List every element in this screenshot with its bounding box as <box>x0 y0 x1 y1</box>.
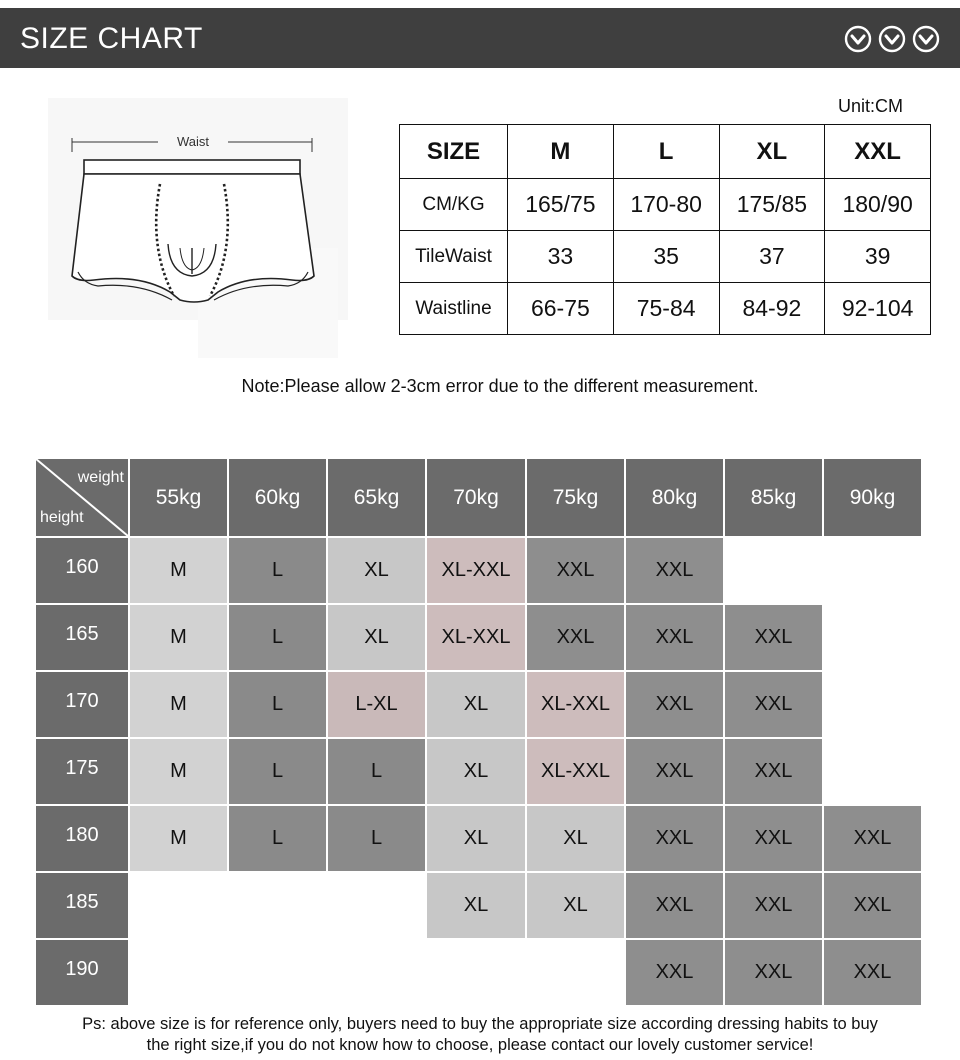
size-cell: XL <box>427 873 525 938</box>
size-cell <box>130 873 227 938</box>
size-cell: XL <box>427 739 525 804</box>
size-cell: XXL <box>824 806 921 871</box>
header-l: L <box>613 125 719 179</box>
weight-column-header: 75kg <box>527 459 624 536</box>
size-spec-table <box>399 124 931 335</box>
size-cell: M <box>130 739 227 804</box>
size-cell: XL-XXL <box>427 538 525 603</box>
chevron-down-circle-icon <box>844 25 872 53</box>
size-cell: L <box>328 739 425 804</box>
size-cell: XL <box>328 538 425 603</box>
size-cell: L <box>229 672 326 737</box>
weight-column-header: 90kg <box>824 459 921 536</box>
size-cell: XXL <box>725 605 822 670</box>
height-row-header: 170 <box>36 672 128 737</box>
size-cell: XXL <box>725 940 822 1005</box>
size-cell: L <box>229 538 326 603</box>
waist-label: Waist <box>176 134 210 149</box>
header-size: SIZE <box>400 125 508 179</box>
row-label: Waistline <box>400 283 508 335</box>
table-cell: 180/90 <box>825 179 931 231</box>
size-cell: L <box>229 605 326 670</box>
table-cell: 39 <box>825 231 931 283</box>
size-cell: M <box>130 605 227 670</box>
size-cell: XXL <box>527 605 624 670</box>
size-cell <box>824 672 921 737</box>
size-cell <box>229 940 326 1005</box>
size-cell: XL <box>527 806 624 871</box>
size-cell: XXL <box>824 873 921 938</box>
table-cell: 175/85 <box>719 179 825 231</box>
size-cell <box>527 940 624 1005</box>
size-cell: L <box>229 806 326 871</box>
weight-column-header: 70kg <box>427 459 525 536</box>
weight-column-header: 55kg <box>130 459 227 536</box>
weight-column-header: 60kg <box>229 459 326 536</box>
height-row-header: 190 <box>36 940 128 1005</box>
height-row-header: 185 <box>36 873 128 938</box>
table-cell: 35 <box>613 231 719 283</box>
ps-note <box>30 1014 930 1056</box>
size-cell: XXL <box>626 538 723 603</box>
size-cell <box>427 940 525 1005</box>
size-cell: XXL <box>527 538 624 603</box>
size-cell: XL <box>427 672 525 737</box>
size-cell: XXL <box>626 940 723 1005</box>
size-cell <box>725 538 822 603</box>
size-cell: XL-XXL <box>427 605 525 670</box>
header-xxl: XXL <box>825 125 931 179</box>
table-row <box>400 179 931 231</box>
size-cell: L <box>328 806 425 871</box>
size-cell: L <box>229 739 326 804</box>
size-cell: M <box>130 672 227 737</box>
table-cell: 33 <box>508 231 614 283</box>
row-label: CM/KG <box>400 179 508 231</box>
table-row <box>400 283 931 335</box>
ps-line-2: the right size,if you do not know how to choose, please contact our lovely customer service! <box>146 1036 814 1054</box>
height-row-header: 165 <box>36 605 128 670</box>
size-cell: M <box>130 538 227 603</box>
size-cell: XXL <box>824 940 921 1005</box>
table-cell: 84-92 <box>719 283 825 335</box>
size-cell <box>824 739 921 804</box>
height-row-header: 180 <box>36 806 128 871</box>
chevron-down-circle-icon <box>878 25 906 53</box>
table-cell: 165/75 <box>508 179 614 231</box>
size-cell: XXL <box>725 672 822 737</box>
height-row-header: 160 <box>36 538 128 603</box>
size-cell: XXL <box>626 605 723 670</box>
size-cell: XXL <box>725 873 822 938</box>
weight-height-corner <box>36 459 128 536</box>
size-cell: XL <box>527 873 624 938</box>
header-xl: XL <box>719 125 825 179</box>
table-cell: 92-104 <box>825 283 931 335</box>
weight-column-header: 65kg <box>328 459 425 536</box>
weight-column-header: 85kg <box>725 459 822 536</box>
size-cell: XXL <box>626 873 723 938</box>
size-cell <box>824 605 921 670</box>
size-cell: XL <box>427 806 525 871</box>
size-cell: XL-XXL <box>527 672 624 737</box>
header-m: M <box>508 125 614 179</box>
measurement-note: Note:Please allow 2-3cm error due to the different measurement. <box>241 376 759 396</box>
size-cell: XL-XXL <box>527 739 624 804</box>
corner-weight-label: weight <box>77 469 124 486</box>
table-cell: 66-75 <box>508 283 614 335</box>
row-label: TileWaist <box>400 231 508 283</box>
ps-line-1: Ps: above size is for reference only, buyers need to buy the appropriate size according dressing habits to buy <box>82 1015 878 1033</box>
height-row-header: 175 <box>36 739 128 804</box>
size-cell: XXL <box>725 739 822 804</box>
size-cell <box>824 538 921 603</box>
table-row <box>400 231 931 283</box>
size-cell: M <box>130 806 227 871</box>
chevron-down-circle-icon <box>912 25 940 53</box>
size-cell <box>328 940 425 1005</box>
size-cell <box>229 873 326 938</box>
unit-label: Unit:CM <box>838 96 904 116</box>
size-cell <box>130 940 227 1005</box>
size-cell: XXL <box>725 806 822 871</box>
table-cell: 37 <box>719 231 825 283</box>
table-cell: 170-80 <box>613 179 719 231</box>
weight-column-header: 80kg <box>626 459 723 536</box>
size-cell: XXL <box>626 806 723 871</box>
corner-height-label: height <box>40 509 84 526</box>
table-cell: 75-84 <box>613 283 719 335</box>
table-row <box>400 125 931 179</box>
page-title: SIZE CHART <box>20 22 203 55</box>
size-cell: XXL <box>626 739 723 804</box>
header-bar <box>0 8 960 68</box>
size-cell <box>328 873 425 938</box>
size-cell: L-XL <box>328 672 425 737</box>
size-cell: XXL <box>626 672 723 737</box>
boxer-brief-illustration <box>48 98 348 358</box>
header-icons <box>844 25 940 53</box>
size-cell: XL <box>328 605 425 670</box>
